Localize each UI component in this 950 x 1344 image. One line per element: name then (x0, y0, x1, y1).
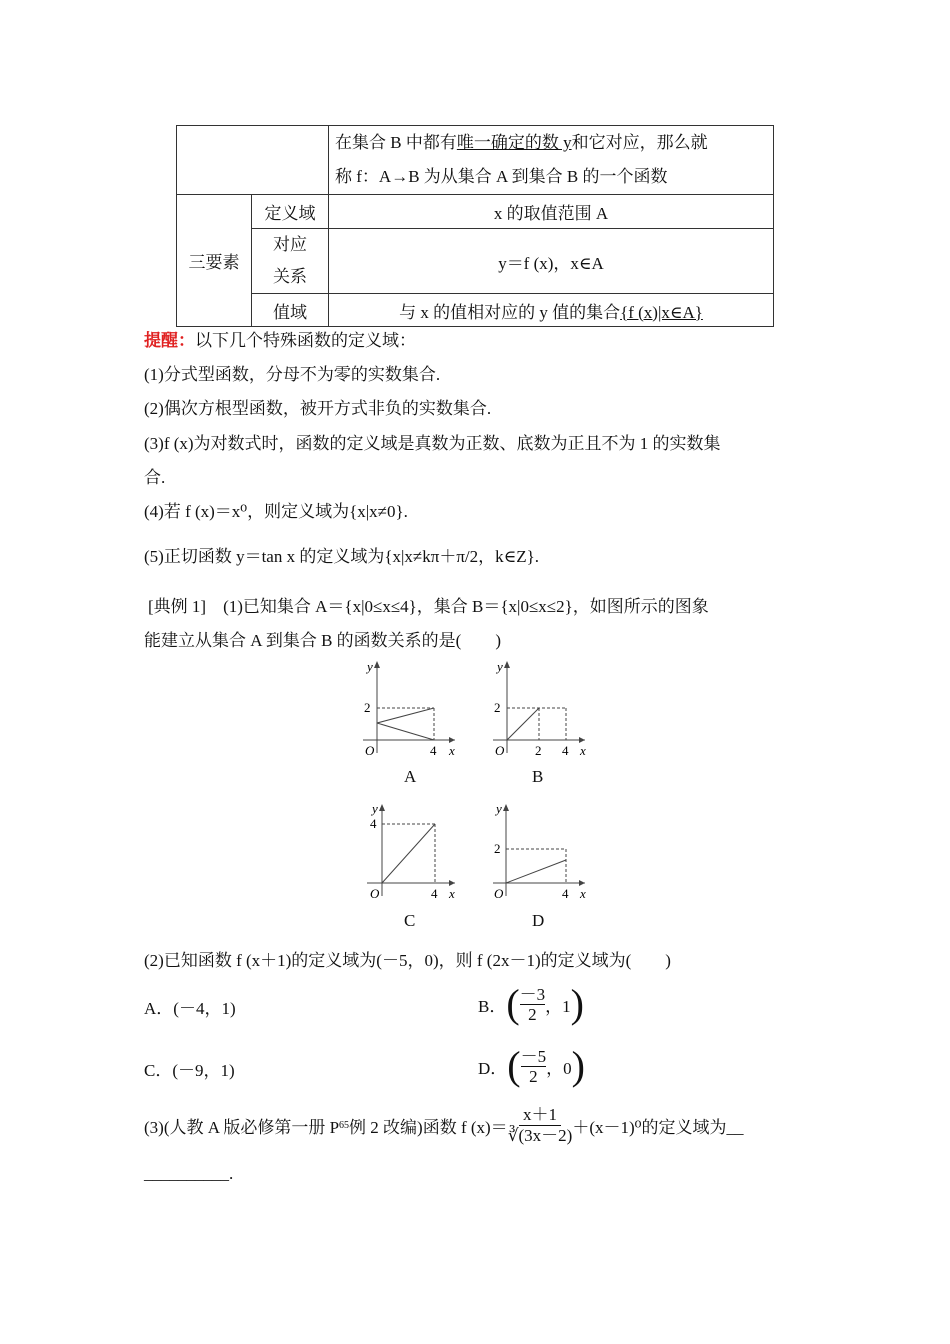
tip-item: (5)正切函数 y＝tan x 的定义域为{x|x≠kπ＋π/2，k∈Z}. (144, 547, 540, 566)
page-subscript: 65 (339, 1119, 350, 1131)
option-d: D． ( $\frac{-5}{2}$ ，0 ) (478, 1043, 585, 1088)
option-b: B． ( $\frac{-3}{2}$ ，1 ) (478, 981, 584, 1026)
tip-label: 提醒： (144, 331, 195, 350)
fraction-numerator: －5 (520, 1046, 547, 1066)
graph-label: D (532, 911, 545, 930)
tick-label: 2 (494, 841, 501, 856)
y-axis-label: y (372, 801, 378, 816)
group-label: 三要素 (177, 195, 252, 327)
tip-item: (2)偶次方根型函数，被开方式非负的实数集合. (144, 399, 492, 418)
value-underlined: {f (x)|x∈A} (620, 302, 703, 322)
tick-label: 2 (535, 743, 542, 758)
x-axis-label: x (580, 886, 586, 900)
fraction-denominator: ∛(3x－2) (507, 1125, 573, 1145)
example-question-3 (144, 1103, 743, 1147)
graph-label: C (404, 911, 416, 930)
graph-label: A (404, 767, 417, 786)
fraction-denominator: 2 (529, 1066, 538, 1086)
tip-item: (1)分式型函数，分母不为零的实数集合. (144, 365, 441, 384)
option-label: B． (478, 996, 507, 1016)
fraction-numerator: －3 (519, 984, 546, 1004)
graph-label: B (532, 767, 544, 786)
row-name: 定义域 (252, 195, 329, 229)
definition-cell (329, 126, 774, 195)
x-axis-label: x (449, 743, 455, 758)
fraction-numerator: x＋1 (519, 1105, 561, 1126)
q3-text: ＋(x－1)⁰的定义域为__ (572, 1117, 744, 1137)
function-definition-table (176, 125, 774, 327)
option-a: A．(－4，1) (144, 999, 236, 1018)
tick-label: 2 (364, 700, 371, 715)
fraction-denominator: 2 (528, 1004, 537, 1024)
y-axis-label: y (497, 659, 503, 674)
row-value (329, 294, 774, 327)
y-axis-label: y (496, 801, 502, 816)
answer-blank: __________. (144, 1164, 234, 1183)
empty-cell (177, 126, 329, 195)
tick-label: 2 (494, 700, 501, 715)
x-axis-label: x (449, 886, 455, 900)
tick-label: 4 (562, 743, 569, 758)
example-question-1: [典例 1] (1)已知集合 A＝{x|0≤x≤4}，集合 B＝{x|0≤x≤2}，如图所示的图象 (148, 597, 709, 616)
graph-d (485, 800, 595, 900)
x-axis-label: x (580, 743, 586, 758)
tip-heading (144, 326, 416, 351)
option-rest: ，1 (545, 996, 571, 1016)
def-underlined: 唯一确定的数 y (456, 133, 572, 152)
example-question-1: 能建立从集合 A 到集合 B 的函数关系的是( ) (144, 631, 501, 650)
tip-item: (4)若 f (x)＝x⁰，则定义域为{x|x≠0}. (144, 502, 408, 521)
graph-a (355, 655, 465, 760)
row-value: y＝f (x)，x∈A (329, 229, 774, 294)
tick-label: 4 (430, 743, 437, 758)
def-text: 和它对应，那么就 (571, 133, 708, 152)
graph-c (355, 800, 465, 900)
tick-label: 4 (370, 816, 377, 831)
origin-label: O (370, 886, 380, 900)
graph-b (485, 655, 595, 760)
q3-text: (3)(人教 A 版必修第一册 P (144, 1117, 340, 1137)
option-c: C．(－9，1) (144, 1061, 235, 1080)
y-axis-label: y (367, 659, 373, 674)
tick-label: 4 (431, 886, 438, 900)
row-value: x 的取值范围 A (329, 195, 774, 229)
row-name: 值域 (252, 294, 329, 327)
tip-item: (3)f (x)为对数式时，函数的定义域是真数为正数、底数为正且不为 1 的实数集 (144, 434, 721, 453)
option-label: D． (478, 1058, 508, 1078)
value-text: 与 x 的值相对应的 y 值的集合 (399, 302, 621, 322)
row-name: 对应关系 (252, 229, 329, 294)
origin-label: O (365, 743, 375, 758)
tip-intro: 以下几个特殊函数的定义域： (195, 331, 416, 350)
tick-label: 4 (562, 886, 569, 900)
tip-item: 合. (144, 468, 166, 487)
option-rest: ，0 (546, 1058, 572, 1078)
origin-label: O (495, 743, 505, 758)
q3-text: 例 2 改编)函数 f (x)＝ (349, 1117, 508, 1137)
def-text: 称 f：A→B 为从集合 A 到集合 B 的一个函数 (335, 167, 668, 186)
origin-label: O (494, 886, 504, 900)
def-text: 在集合 B 中都有 (335, 133, 457, 152)
example-question-2: (2)已知函数 f (x＋1)的定义域为(－5，0)，则 f (2x－1)的定义域为( ) (144, 951, 671, 970)
